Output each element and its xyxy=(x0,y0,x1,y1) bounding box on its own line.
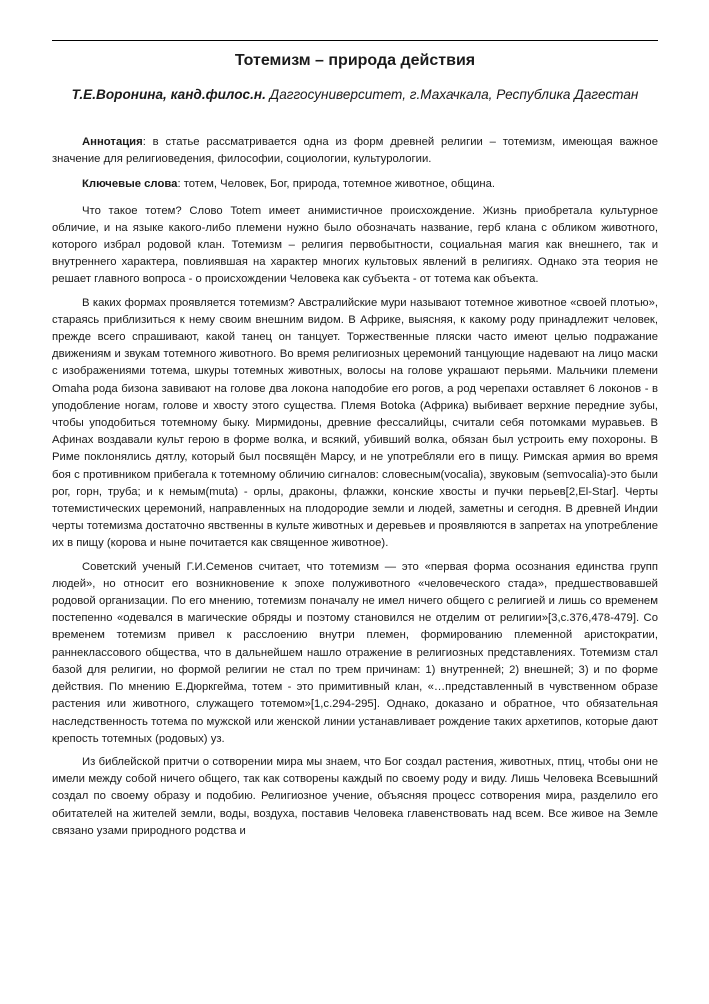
article-body xyxy=(52,134,658,846)
author-affiliation: Даггосуниверситет, г.Махачкала, Республика Дагестан xyxy=(265,87,639,102)
keywords-label: Ключевые слова xyxy=(82,178,178,191)
abstract-text: : в статье рассматривается одна из форм древней религии – тотемизм, имеющая важное значение для религиоведения, философии, социологии, культурологии. xyxy=(52,136,658,166)
body-paragraph-2: В каких формах проявляется тотемизм? Австралийские мури называют тотемное животное «своей плотью», стараясь приблизиться к нему своим внешним видом. В Африке, выясняя, к какому роду принадлежит человек, прежде всего спрашивают, какой танец он танцует. Торжественные пляски часто имеют целью подражание движениям и звукам тотемного животного. Во время религиозных церемоний танцующие надевают на лицо маски с изображениями тотема, шкуры тотемных животных, волосы на голове украшают перьями. Мальчики племени Omaha рода бизона завивают на голове два локона наподобие его рогов, а род черепахи оставляет 6 локонов - в уподобление ногам, голове и хвосту этого существа. Племя Botoka (Африка) выбивает верхние передние зубы, чтобы уподобиться тотемному быку. Мирмидоны, древние фессалийцы, считали себя потомками муравьев. В Афинах воздавали культ герою в форме волка, и всякий, убивший волка, обязан был устроить ему похороны. В Риме поклонялись дятлу, который был посвящён Марсу, и не употребляли его в пищу. Римская армия во время боя с противником прибегала к тотемному обличию сигналов: словесным(vocalia), звуковым (semvocalia)-это были рог, горн, труба; и к немым(muta) - орлы, драконы, флажки, конские хвосты и пучки перьев[2,El-Star]. Черты тотемистических церемоний, направленных на плодородие земли и людей, заметны и сегодня. В древней Индии черты тотемизма достаточно явственны в культе животных и деревьев и проявляются в запретах на употребление их в пищу (корова и ныне почитается как священное животное). xyxy=(52,296,658,550)
author-line xyxy=(52,85,658,105)
article-title: Тотемизм – природа действия xyxy=(234,52,476,69)
abstract-label: Аннотация xyxy=(82,136,143,148)
author-name: Т.Е.Воронина, канд.филос.н. xyxy=(71,87,266,102)
body-paragraph-1: Что такое тотем? Слово Totem имеет анимистичное происхождение. Жизнь приобретала культурное обличие, и на языке какого-либо племени нужно было обозначать название, герб клана с обликом животного, которого избрал родовой клан. Тотемизм – религия первобытности, социальная магия как внешнего, так и внутреннего характера, повлиявшая на характер многих культовых явлений в религиях. Однако эта теория не решает главного вопроса - о происхождении Человека как субъекта - от тотема как объекта. xyxy=(52,204,658,286)
body-paragraph-3: Советский ученый Г.И.Семенов считает, что тотемизм — это «первая форма осознания единства групп людей», но относит его возникновение к эпохе полуживотного «человеческого стада», предшествовавшей родовой организации. По его мнению, тотемизм поначалу не имел ничего общего с религией и лишь со временем постепенно «одевался в магические обряды и поэтому становился не отделим от религии»[3,с.376,478-479]. Со временем тотемизм привел к расслоению внутри племен, формированию племенной аристократии, раннеклассового общества, что в дальнейшем нашло отражение в религиозных представлениях. Тотемизм стал базой для религии, но формой религии не стал по трем причинам: 1) внутренней; 2) внешней; 3) и по форме действия. По мнению Е.Дюркгейма, тотем - это примитивный клан, «…представленный в чувственном образе растения или животного, служащего тотемом»[1,с.294-295]. Однако, доказано и обратное, что обязательная наследственность тотема по мужской или женской линии устанавливает рождение таких архетипов, которые дают крепость тотемных (родовых) уз. xyxy=(52,560,658,745)
body-paragraph-4: Из библейской притчи о сотворении мира мы знаем, что Бог создал растения, животных, птиц, чтобы они не имели между собой ничего общего, так как сотворены каждый по своему роду и виду. Лишь Человека Всевышний создал по своему образу и подобию. Религиозное учение, объясняя процесс сотворения мира, разделило его обитателей на жителей земли, воды, воздуха, поставив Человека главенствовать над всем. Все живое на Земле связано узами природного родства и xyxy=(52,755,658,837)
top-rule xyxy=(52,40,658,41)
keywords-paragraph xyxy=(52,176,658,193)
keywords-text: : тотем, Человек, Бог, природа, тотемное животное, община. xyxy=(177,178,496,191)
abstract-paragraph xyxy=(52,134,658,168)
